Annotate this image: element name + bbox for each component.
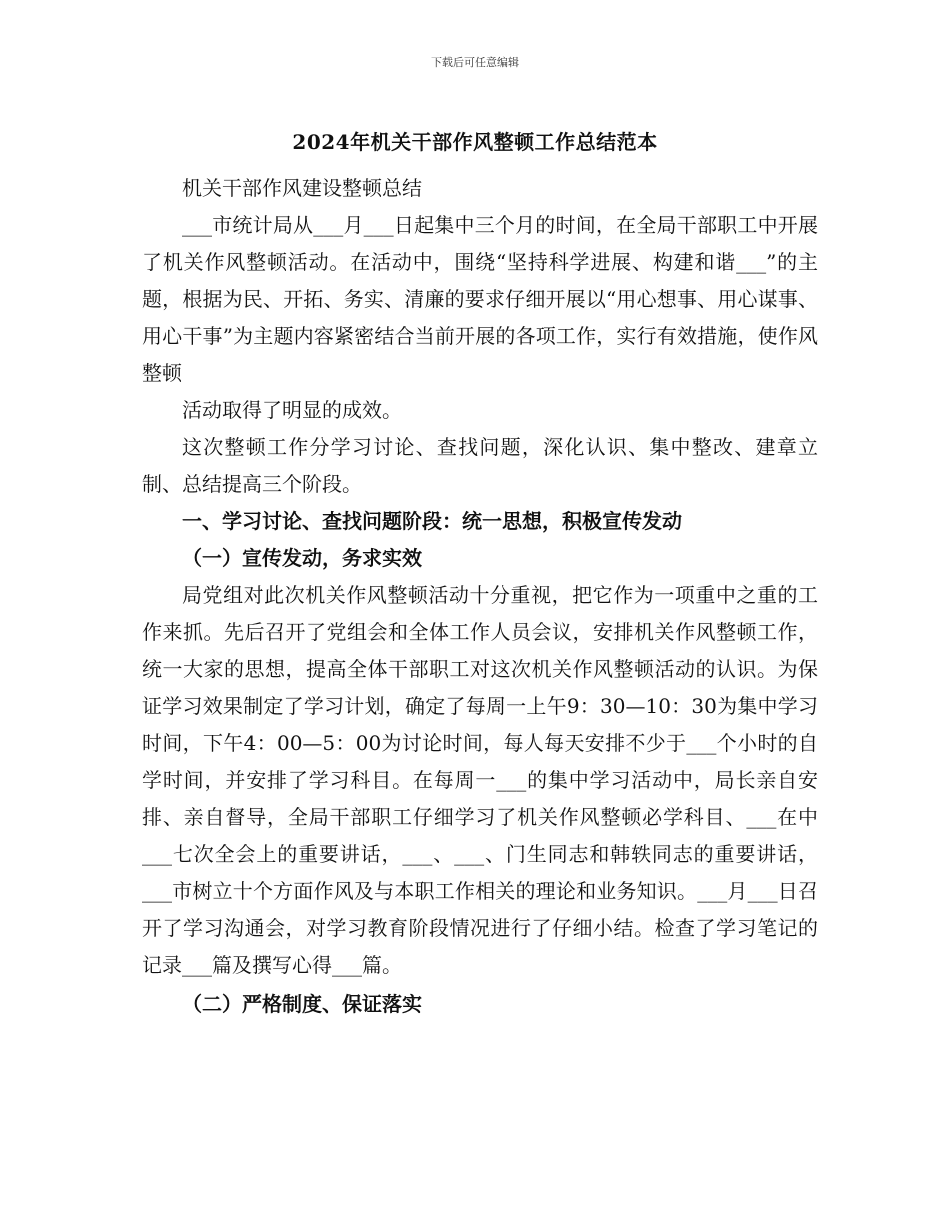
study-paragraph: 局党组对此次机关作风整顿活动十分重视，把它作为一项重中之重的工作来抓。先后召开了党组会和全体工作人员会议，安排机关作风整顿工作，统一大家的思想，提高全体干部职工对这次机关作风整顿活动的认识。为保证学习效果制定了学习计划，确定了每周一上午9：30—10：30为集中学习时间，下午4：00—5：00为讨论时间，每人每天安排不少于___个小时的自学时间，并安排了学习科目。在每周一___的集中学习活动中，局长亲自安排、亲自督导，全局干部职工仔细学习了机关作风整顿必学科目、___在中___七次全会上的重要讲话，___、___、门生同志和韩轶同志的重要讲话，___市树立十个方面作风及与本职工作相关的理论和业务知识。___月___日召开了学习沟通会，对学习教育阶段情况进行了仔细小结。检查了学习笔记的记录___篇及撰写心得___篇。 [142,583,818,977]
intro-paragraph: ___市统计局从___月___日起集中三个月的时间，在全局干部职工中开展了机关作风整顿活动。在活动中，围绕“坚持科学进展、构建和谐___”的主题，根据为民、开拓、务实、清廉的要求仔细开展以“用心想事、用心谋事、用心干事”为主题内容紧密结合当前开展的各项工作，实行有效措施，使作风整顿 [142,213,818,385]
result-paragraph: 活动取得了明显的成效。 [182,398,402,422]
page-header: 下载后可任意编辑 [431,56,519,69]
stages-paragraph: 这次整顿工作分学习讨论、查找问题，深化认识、集中整改、建章立制、总结提高三个阶段。 [142,435,818,496]
subsection-heading-2: （二）严格制度、保证落实 [182,992,422,1016]
section-heading-1: 一、学习讨论、查找问题阶段：统一思想，积极宣传发动 [182,509,682,533]
subsection-heading-1: （一）宣传发动，务求实效 [182,546,422,570]
document-body [142,170,818,1023]
document-title: 2024年机关干部作风整顿工作总结范本 [292,130,658,154]
subtitle-paragraph: 机关干部作风建设整顿总结 [182,176,422,200]
